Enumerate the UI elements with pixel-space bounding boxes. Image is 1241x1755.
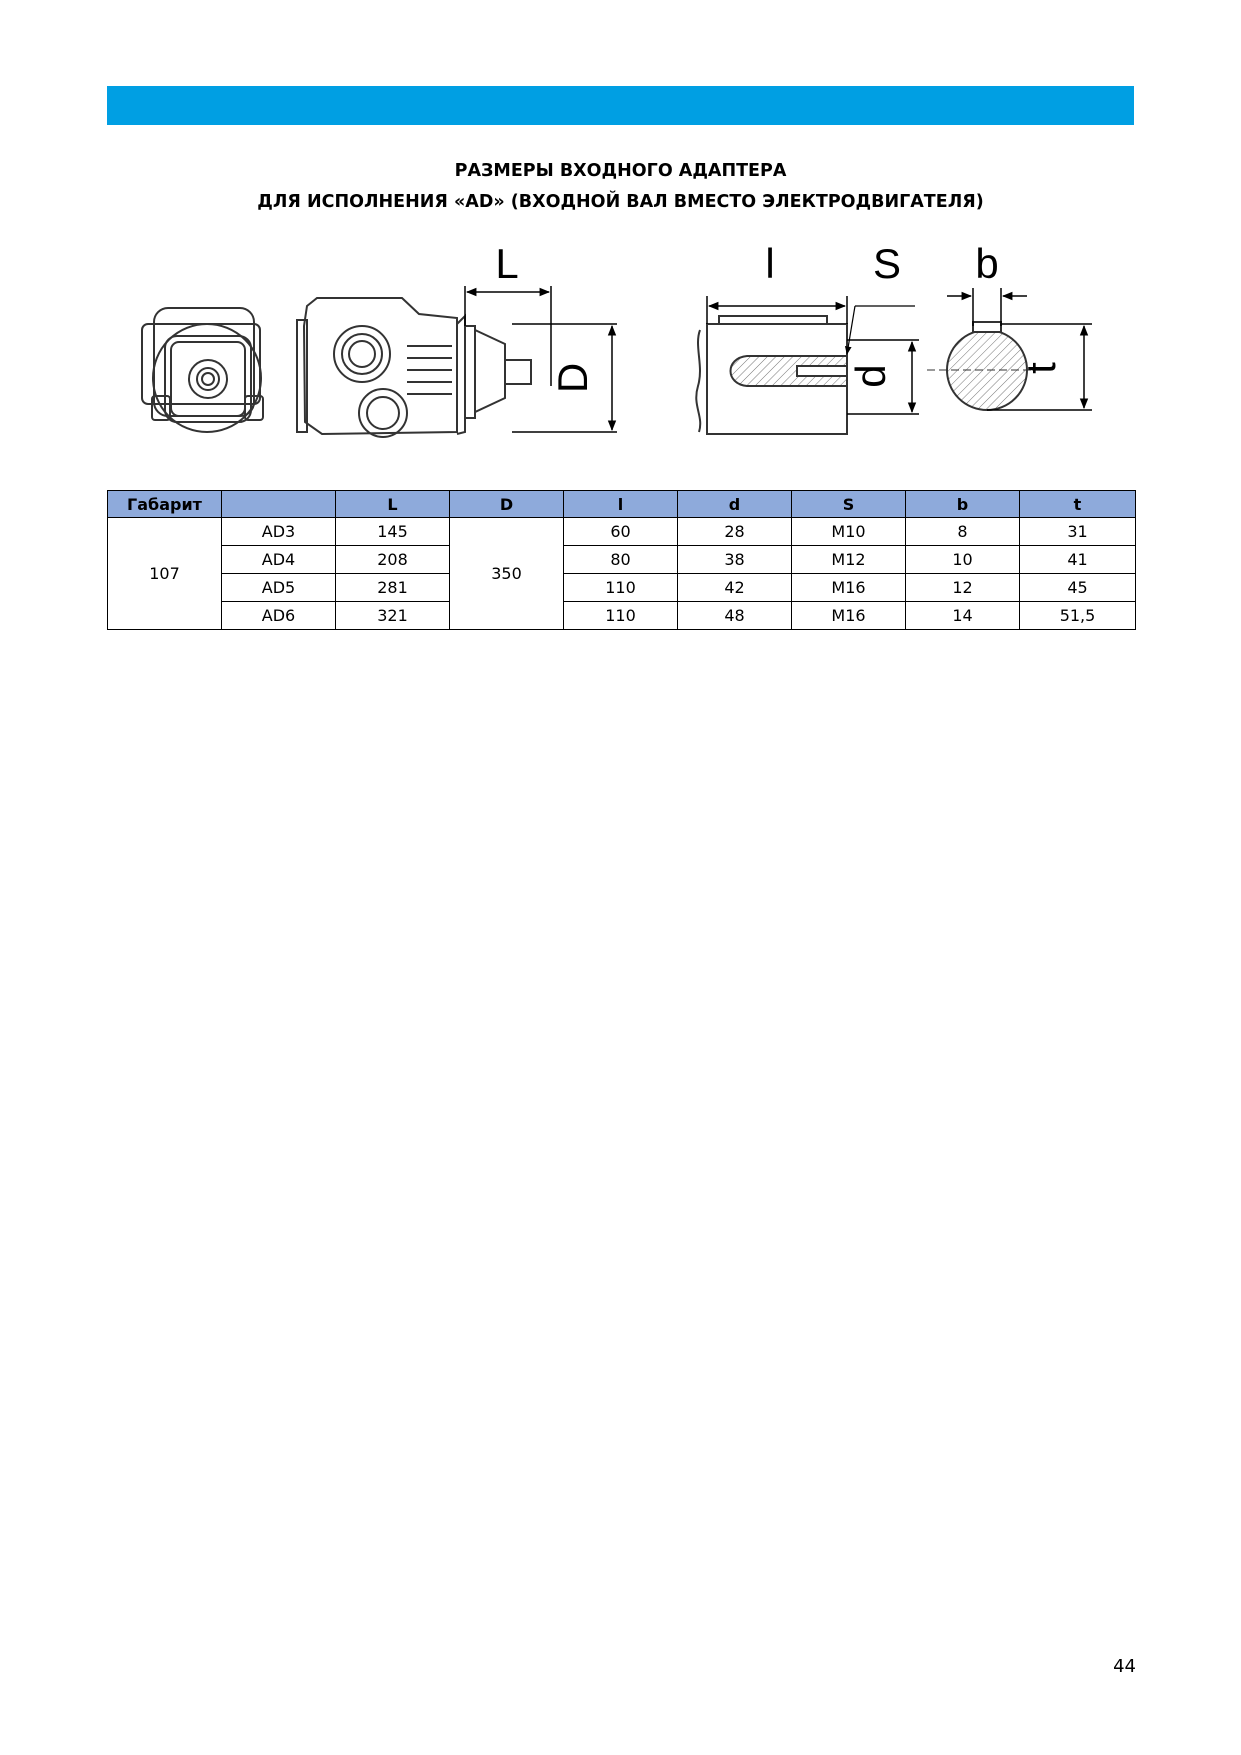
header-L: L (336, 491, 450, 518)
gearbox-front-view (142, 308, 263, 432)
cell-S: M12 (792, 546, 906, 574)
cell-d: 42 (678, 574, 792, 602)
cell-b: 8 (906, 518, 1020, 546)
cell-model: AD5 (222, 574, 336, 602)
cell-L: 321 (336, 602, 450, 630)
table-row (108, 518, 1136, 546)
dimension-S (847, 306, 915, 354)
header-d: d (678, 491, 792, 518)
page-number: 44 (1113, 1656, 1136, 1677)
cell-model: AD3 (222, 518, 336, 546)
table-row (108, 574, 1136, 602)
cell-S: M16 (792, 602, 906, 630)
dim-label-b: b (975, 240, 999, 287)
header-b: b (906, 491, 1020, 518)
dim-label-S: S (872, 240, 902, 287)
cell-b: 14 (906, 602, 1020, 630)
cell-L: 145 (336, 518, 450, 546)
cell-t: 31 (1020, 518, 1136, 546)
header-l: l (564, 491, 678, 518)
cell-t: 41 (1020, 546, 1136, 574)
dim-label-t: t (1017, 362, 1064, 374)
table-header-row (108, 491, 1136, 518)
cell-L: 281 (336, 574, 450, 602)
adapter-dimension-drawing (107, 236, 1134, 466)
header-S: S (792, 491, 906, 518)
cell-t: 45 (1020, 574, 1136, 602)
cell-d: 48 (678, 602, 792, 630)
cell-S: M16 (792, 574, 906, 602)
cell-d: 28 (678, 518, 792, 546)
dim-label-d: d (847, 364, 894, 388)
cell-l: 110 (564, 602, 678, 630)
cell-model: AD6 (222, 602, 336, 630)
cell-model: AD4 (222, 546, 336, 574)
header-accent-bar (107, 86, 1134, 125)
header-size: Габарит (108, 491, 222, 518)
cell-d: 38 (678, 546, 792, 574)
cell-l: 110 (564, 574, 678, 602)
cell-t: 51,5 (1020, 602, 1136, 630)
dimension-L (465, 286, 551, 386)
header-D: D (450, 491, 564, 518)
cell-l: 60 (564, 518, 678, 546)
table-row (108, 602, 1136, 630)
header-model (222, 491, 336, 518)
cell-b: 10 (906, 546, 1020, 574)
dim-label-l: l (765, 240, 775, 287)
page-title-line-2: ДЛЯ ИСПОЛНЕНИЯ «AD» (ВХОДНОЙ ВАЛ ВМЕСТО ЭЛЕКТРОДВИГАТЕЛЯ) (257, 192, 984, 212)
cell-b: 12 (906, 574, 1020, 602)
gearbox-side-view (297, 298, 531, 437)
cell-l: 80 (564, 546, 678, 574)
shaft-detail-view (696, 316, 847, 434)
page-title-line-1: РАЗМЕРЫ ВХОДНОГО АДАПТЕРА (454, 161, 787, 181)
cell-L: 208 (336, 546, 450, 574)
dim-label-L: L (495, 240, 519, 287)
cell-size: 107 (108, 518, 222, 630)
table-row (108, 546, 1136, 574)
dim-label-D: D (549, 362, 596, 394)
dimension-b (947, 288, 1027, 326)
cell-S: M10 (792, 518, 906, 546)
page-title (107, 156, 1134, 218)
cell-D: 350 (450, 518, 564, 630)
adapter-dimensions-table (107, 490, 1136, 630)
header-t: t (1020, 491, 1136, 518)
